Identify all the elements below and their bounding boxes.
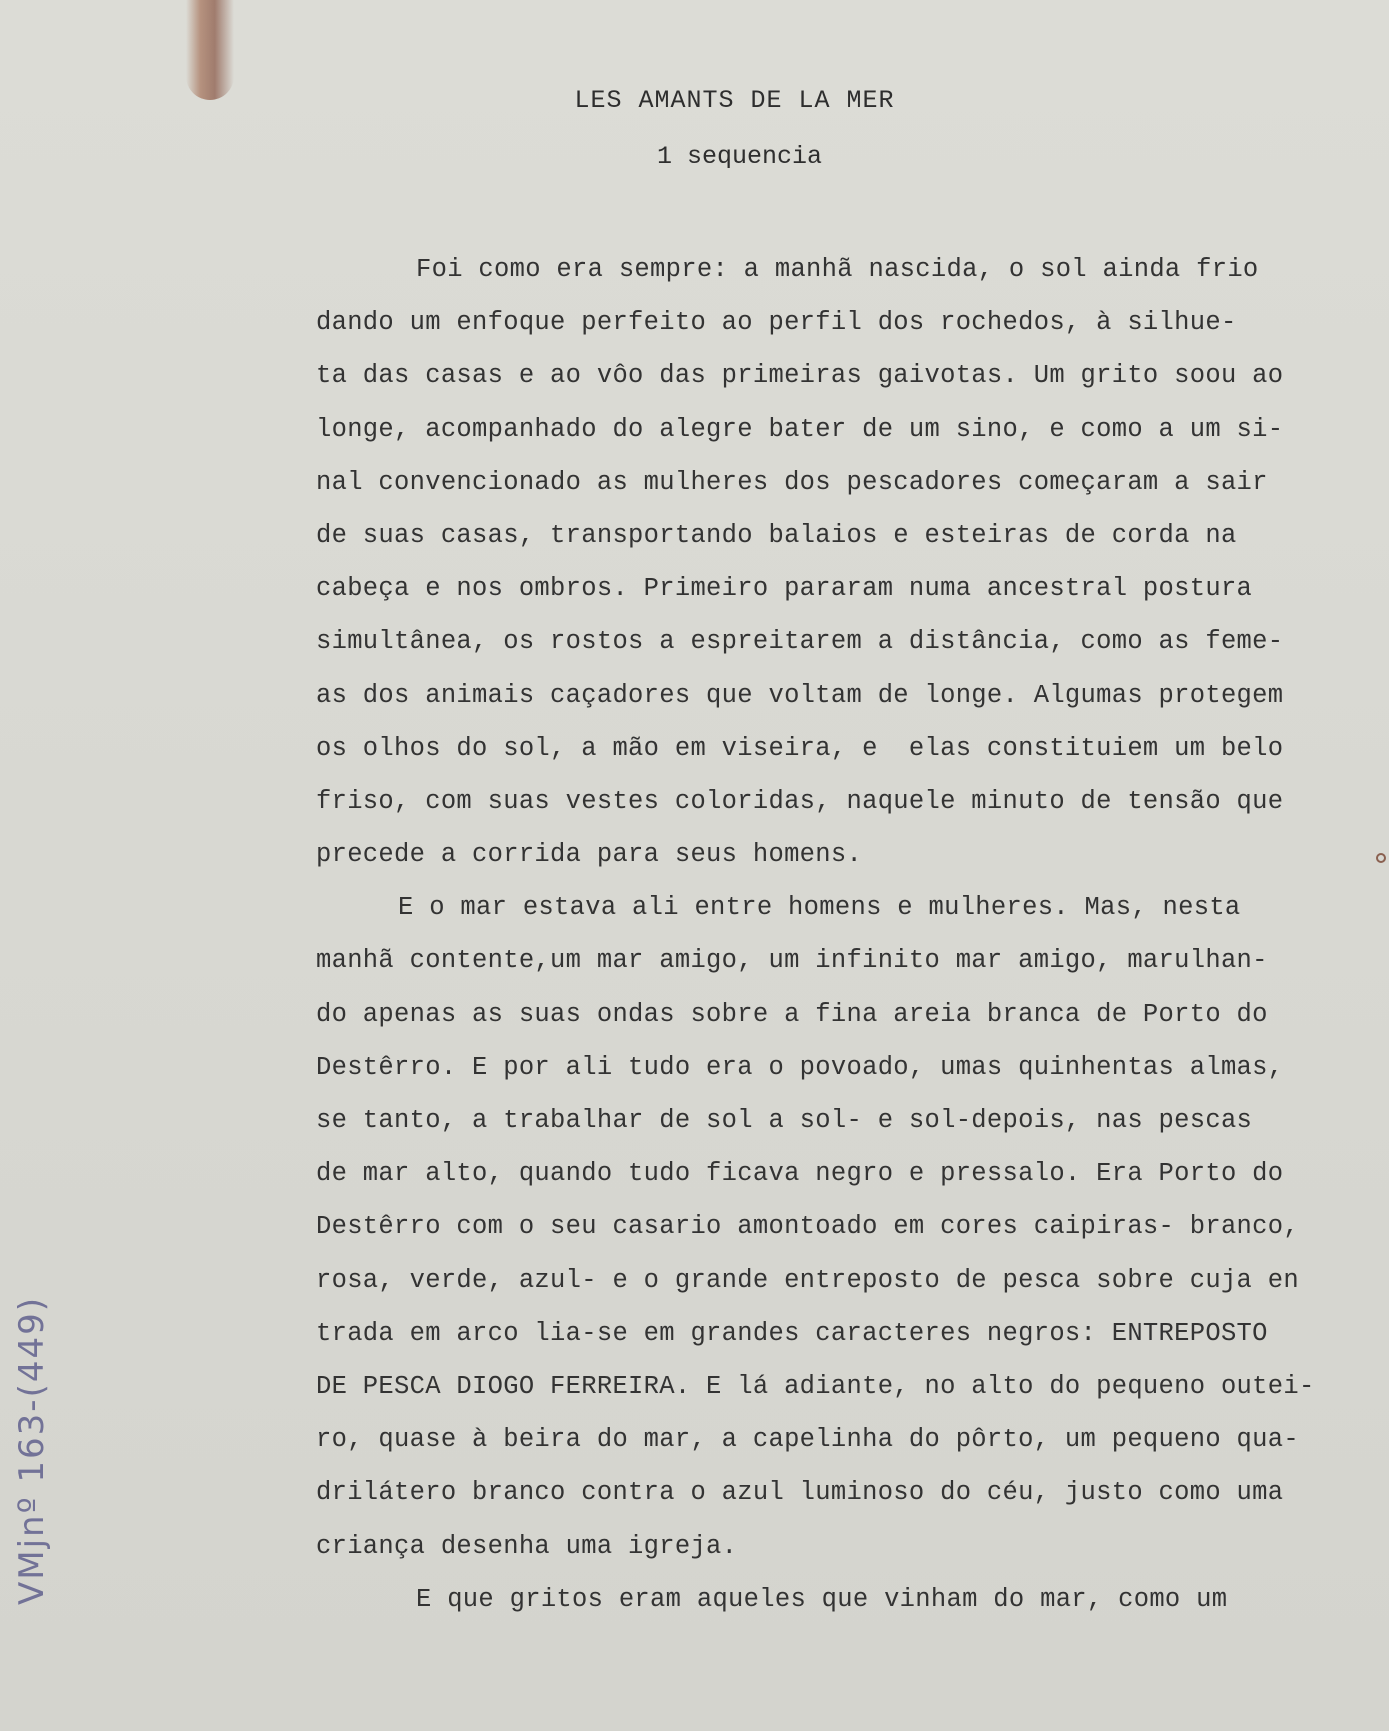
text-line: precede a corrida para seus homens. (316, 840, 863, 870)
text-line: ro, quase à beira do mar, a capelinha do pôrto, um pequeno qua- (316, 1425, 1299, 1455)
handwritten-archive-note: VMjnº 163-(449) (12, 1295, 52, 1605)
text-line: Foi como era sempre: a manhã nascida, o sol ainda frio (416, 255, 1259, 284)
text-line: cabeça e nos ombros. Primeiro pararam numa ancestral postura (316, 574, 1253, 604)
text-line: trada em arco lia-se em grandes caracteres negros: ENTREPOSTO (316, 1318, 1268, 1348)
text-line: de suas casas, transportando balaios e esteiras de corda na (316, 520, 1237, 550)
document-subtitle: 1 sequencia (656, 142, 823, 171)
text-line: se tanto, a trabalhar de sol a sol- e sol-depois, nas pescas (316, 1106, 1253, 1135)
paper-mark (1376, 853, 1386, 863)
text-line: E que gritos eram aqueles que vinham do mar, como um (416, 1584, 1228, 1614)
text-line: DE PESCA DIOGO FERREIRA. E lá adiante, no alto do pequeno outei- (316, 1371, 1315, 1401)
text-line: os olhos do sol, a mão em viseira, e elas constituiem um belo (316, 733, 1284, 763)
text-line: do apenas as suas ondas sobre a fina areia branca de Porto do (316, 999, 1268, 1029)
text-line: rosa, verde, azul- e o grande entreposto de pesca sobre cuja en (316, 1265, 1299, 1295)
text-line: nal convencionado as mulheres dos pescadores começaram a sair (316, 467, 1268, 497)
text-line: criança desenha uma igreja. (316, 1531, 738, 1561)
text-line: Destêrro com o seu casario amontoado em cores caipiras- branco, (316, 1212, 1299, 1242)
rust-stain (186, 0, 234, 100)
text-line: Destêrro. E por ali tudo era o povoado, umas quinhentas almas, (316, 1052, 1284, 1082)
text-line: E o mar estava ali entre homens e mulheres. Mas, nesta (398, 893, 1241, 923)
text-line: as dos animais caçadores que voltam de longe. Algumas protegem (316, 680, 1284, 710)
text-line: dando um enfoque perfeito ao perfil dos rochedos, à silhue- (316, 308, 1237, 338)
text-line: drilátero branco contra o azul luminoso do céu, justo como uma (316, 1478, 1284, 1508)
text-line: de mar alto, quando tudo ficava negro e pressalo. Era Porto do (316, 1159, 1284, 1189)
document-title: LES AMANTS DE LA MER (574, 86, 895, 115)
body-text (316, 250, 1376, 1633)
text-line: friso, com suas vestes coloridas, naquele minuto de tensão que (316, 786, 1284, 816)
text-line: longe, acompanhado do alegre bater de um sino, e como a um si- (316, 414, 1284, 444)
text-line: simultânea, os rostos a espreitarem a distância, como as feme- (316, 627, 1284, 657)
text-line: ta das casas e ao vôo das primeiras gaivotas. Um grito soou ao (316, 361, 1284, 391)
text-line: manhã contente,um mar amigo, um infinito mar amigo, marulhan- (316, 946, 1268, 976)
